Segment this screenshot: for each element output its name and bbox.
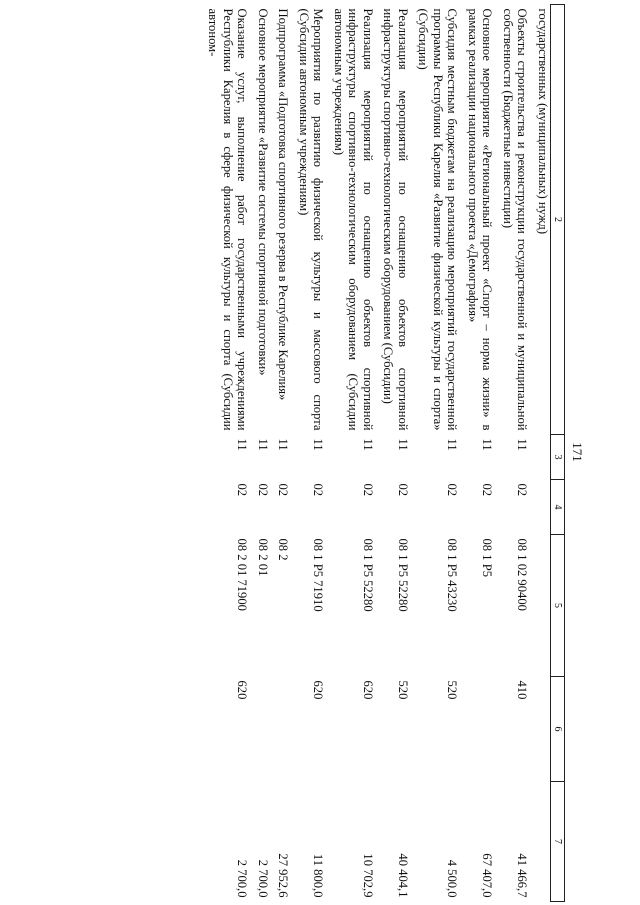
row-subsection: 02 [256, 483, 270, 497]
table-row [270, 5, 291, 902]
row-subsection: 02 [515, 483, 530, 497]
row-expense-type [250, 677, 271, 782]
row-subsection: 02 [480, 483, 495, 497]
row-section: 11 [235, 438, 250, 451]
row-subsection: 02 [445, 483, 460, 497]
table-row [530, 5, 551, 902]
row-sum: 4 500,0 [445, 859, 460, 898]
row-name: государственных (муниципальных) нужд) [536, 8, 550, 235]
row-subsection [530, 480, 551, 535]
page-number: 171 [570, 442, 585, 462]
row-expense-type: 410 [515, 680, 530, 700]
row-name: Основное мероприятие «Развитие системы спортивной подготовки» [256, 8, 270, 376]
row-sum: 27 952,6 [276, 853, 291, 898]
row-sum: 2 700,0 [235, 859, 250, 898]
row-name: Субсидия местным бюджетам на реализацию мероприятий государственной программы Республики Карелия «Развитие физической культуры и спорта» (Субсидии) [416, 8, 460, 431]
row-subsection: 02 [396, 483, 410, 497]
row-name: Реализация мероприятий по оснащению объектов спортивной инфраструктуры спортивно-технологическим оборудованием (Субсидии автономным учреждениям) [332, 8, 375, 431]
row-subsection: 02 [311, 483, 326, 497]
table-header-row [551, 5, 565, 902]
row-target-article: 08 1 02 90400 [515, 538, 530, 611]
row-subsection: 02 [235, 483, 250, 497]
row-section: 11 [445, 438, 460, 451]
table-row [200, 5, 250, 902]
row-section [530, 435, 551, 480]
row-expense-type: 620 [235, 680, 250, 700]
row-expense-type: 620 [311, 680, 326, 700]
row-name: Основное мероприятие «Региональный проект «Спорт – норма жизни» в рамках реализации национального проекта «Демография» [466, 8, 495, 431]
row-sum [530, 782, 551, 902]
row-subsection: 02 [276, 483, 291, 497]
table-row [326, 5, 376, 902]
header-col-3: 3 [551, 435, 565, 480]
header-col-4: 4 [551, 480, 565, 535]
header-col-6: 6 [551, 677, 565, 782]
table-row [460, 5, 495, 902]
row-name: Объекты строительства и реконструкции государственной и муниципальной собственности (Бюджетные инвестиции) [501, 8, 530, 431]
row-expense-type [270, 677, 291, 782]
row-sum: 2 700,0 [256, 859, 270, 898]
header-col-5: 5 [551, 535, 565, 677]
row-section: 11 [480, 438, 495, 451]
row-sum: 67 407,0 [480, 853, 495, 898]
row-section: 11 [515, 438, 530, 451]
row-section: 11 [396, 438, 410, 451]
row-name: Оказание услуг, выполнение работ государственными учреждениями Республики Карелия в сфере физической культуры и спорта (Субсидии автоном- [206, 8, 250, 431]
table-row [250, 5, 271, 902]
row-section: 11 [361, 438, 375, 451]
header-col-2: 2 [551, 5, 565, 435]
row-section: 11 [276, 438, 291, 451]
row-name: Мероприятия по развитию физической культуры и массового спорта (Субсидии автономным учреждениям) [297, 8, 326, 431]
row-expense-type: 520 [396, 680, 410, 700]
row-sum: 40 404,1 [396, 853, 410, 898]
row-expense-type [530, 677, 551, 782]
row-target-article: 08 2 01 71900 [235, 538, 250, 611]
row-expense-type [460, 677, 495, 782]
row-section: 11 [256, 438, 270, 451]
row-target-article: 08 1 P5 43230 [445, 538, 460, 612]
row-target-article: 08 2 [276, 538, 291, 561]
row-target-article: 08 1 P5 52280 [361, 538, 375, 612]
row-section: 11 [311, 438, 326, 451]
table-row [410, 5, 460, 902]
row-sum: 11 800,0 [311, 853, 326, 898]
row-name: Подпрограмма «Подготовка спортивного резерва в Республике Карелия» [276, 8, 291, 401]
budget-table-rotated [65, 4, 565, 901]
table-row [495, 5, 530, 902]
header-col-7: 7 [551, 782, 565, 902]
table-row [375, 5, 410, 902]
row-sum: 10 702,9 [361, 853, 375, 898]
budget-table [200, 4, 565, 902]
row-expense-type: 520 [445, 680, 460, 700]
table-row [291, 5, 326, 902]
row-target-article: 08 1 P5 52280 [396, 538, 410, 612]
row-subsection: 02 [361, 483, 375, 497]
row-target-article [530, 535, 551, 677]
row-target-article: 08 1 P5 [480, 538, 495, 577]
row-sum: 41 466,7 [515, 853, 530, 898]
row-target-article: 08 1 P5 71910 [311, 538, 326, 612]
row-expense-type: 620 [361, 680, 375, 700]
row-target-article: 08 2 01 [256, 538, 270, 577]
row-name: Реализация мероприятий по оснащению объектов спортивной инфраструктуры спортивно-технологическим оборудованием (Субсидии) [381, 8, 410, 431]
